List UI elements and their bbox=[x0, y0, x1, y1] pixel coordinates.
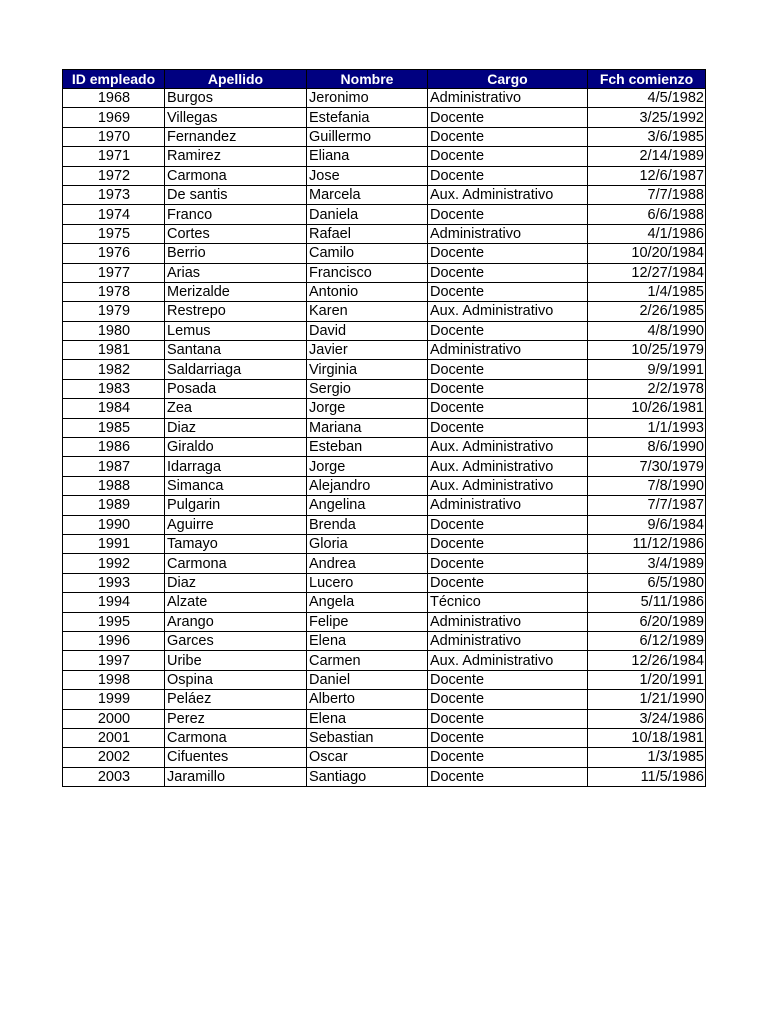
table-row bbox=[63, 709, 706, 728]
cell-cargo: Docente bbox=[428, 321, 588, 340]
cell-nombre: Camilo bbox=[307, 244, 428, 263]
cell-fch-comienzo: 2/26/1985 bbox=[588, 302, 706, 321]
cell-cargo: Docente bbox=[428, 379, 588, 398]
table-row bbox=[63, 108, 706, 127]
cell-cargo: Docente bbox=[428, 399, 588, 418]
table-row bbox=[63, 612, 706, 631]
cell-nombre: Mariana bbox=[307, 418, 428, 437]
cell-fch-comienzo: 11/5/1986 bbox=[588, 767, 706, 786]
cell-nombre: Alberto bbox=[307, 690, 428, 709]
cell-nombre: Jorge bbox=[307, 399, 428, 418]
employee-table bbox=[62, 69, 706, 787]
cell-fch-comienzo: 12/27/1984 bbox=[588, 263, 706, 282]
cell-cargo: Administrativo bbox=[428, 496, 588, 515]
cell-apellido: Franco bbox=[165, 205, 307, 224]
cell-cargo: Docente bbox=[428, 360, 588, 379]
cell-id-empleado: 1985 bbox=[63, 418, 165, 437]
table-row bbox=[63, 205, 706, 224]
cell-nombre: Carmen bbox=[307, 651, 428, 670]
cell-id-empleado: 1995 bbox=[63, 612, 165, 631]
table-row bbox=[63, 418, 706, 437]
cell-cargo: Docente bbox=[428, 554, 588, 573]
cell-id-empleado: 1968 bbox=[63, 89, 165, 108]
cell-cargo: Administrativo bbox=[428, 631, 588, 650]
cell-apellido: Ospina bbox=[165, 670, 307, 689]
header-id-empleado: ID empleado bbox=[63, 70, 165, 89]
cell-cargo: Docente bbox=[428, 515, 588, 534]
cell-apellido: Alzate bbox=[165, 593, 307, 612]
table-row bbox=[63, 457, 706, 476]
header-apellido: Apellido bbox=[165, 70, 307, 89]
cell-nombre: Jose bbox=[307, 166, 428, 185]
cell-nombre: David bbox=[307, 321, 428, 340]
cell-fch-comienzo: 3/6/1985 bbox=[588, 127, 706, 146]
table-row bbox=[63, 341, 706, 360]
cell-cargo: Aux. Administrativo bbox=[428, 438, 588, 457]
cell-nombre: Andrea bbox=[307, 554, 428, 573]
table-row bbox=[63, 127, 706, 146]
cell-id-empleado: 1991 bbox=[63, 534, 165, 553]
cell-apellido: Lemus bbox=[165, 321, 307, 340]
cell-id-empleado: 1974 bbox=[63, 205, 165, 224]
cell-id-empleado: 1979 bbox=[63, 302, 165, 321]
cell-fch-comienzo: 7/7/1987 bbox=[588, 496, 706, 515]
cell-apellido: Carmona bbox=[165, 554, 307, 573]
cell-nombre: Rafael bbox=[307, 224, 428, 243]
cell-nombre: Elena bbox=[307, 631, 428, 650]
cell-apellido: Giraldo bbox=[165, 438, 307, 457]
cell-fch-comienzo: 3/24/1986 bbox=[588, 709, 706, 728]
cell-nombre: Sergio bbox=[307, 379, 428, 398]
cell-fch-comienzo: 10/25/1979 bbox=[588, 341, 706, 360]
table-row bbox=[63, 690, 706, 709]
cell-fch-comienzo: 12/6/1987 bbox=[588, 166, 706, 185]
cell-id-empleado: 1988 bbox=[63, 476, 165, 495]
table-row bbox=[63, 554, 706, 573]
cell-id-empleado: 1969 bbox=[63, 108, 165, 127]
cell-fch-comienzo: 2/2/1978 bbox=[588, 379, 706, 398]
cell-apellido: Jaramillo bbox=[165, 767, 307, 786]
cell-id-empleado: 1980 bbox=[63, 321, 165, 340]
cell-nombre: Elena bbox=[307, 709, 428, 728]
cell-fch-comienzo: 1/20/1991 bbox=[588, 670, 706, 689]
cell-fch-comienzo: 6/6/1988 bbox=[588, 205, 706, 224]
cell-apellido: Fernandez bbox=[165, 127, 307, 146]
table-row bbox=[63, 631, 706, 650]
cell-apellido: Berrio bbox=[165, 244, 307, 263]
cell-nombre: Felipe bbox=[307, 612, 428, 631]
cell-fch-comienzo: 1/4/1985 bbox=[588, 282, 706, 301]
cell-id-empleado: 1992 bbox=[63, 554, 165, 573]
cell-fch-comienzo: 9/9/1991 bbox=[588, 360, 706, 379]
table-row bbox=[63, 767, 706, 786]
cell-id-empleado: 1975 bbox=[63, 224, 165, 243]
cell-fch-comienzo: 10/26/1981 bbox=[588, 399, 706, 418]
table-row bbox=[63, 593, 706, 612]
cell-id-empleado: 1977 bbox=[63, 263, 165, 282]
cell-cargo: Administrativo bbox=[428, 224, 588, 243]
cell-cargo: Docente bbox=[428, 108, 588, 127]
cell-apellido: Tamayo bbox=[165, 534, 307, 553]
cell-apellido: Arango bbox=[165, 612, 307, 631]
cell-nombre: Marcela bbox=[307, 185, 428, 204]
table-row bbox=[63, 224, 706, 243]
cell-nombre: Francisco bbox=[307, 263, 428, 282]
cell-fch-comienzo: 4/1/1986 bbox=[588, 224, 706, 243]
cell-id-empleado: 1970 bbox=[63, 127, 165, 146]
cell-id-empleado: 1978 bbox=[63, 282, 165, 301]
cell-nombre: Angela bbox=[307, 593, 428, 612]
table-row bbox=[63, 244, 706, 263]
cell-fch-comienzo: 9/6/1984 bbox=[588, 515, 706, 534]
cell-cargo: Técnico bbox=[428, 593, 588, 612]
table-row bbox=[63, 534, 706, 553]
cell-cargo: Docente bbox=[428, 534, 588, 553]
cell-id-empleado: 1976 bbox=[63, 244, 165, 263]
cell-cargo: Aux. Administrativo bbox=[428, 651, 588, 670]
cell-id-empleado: 1971 bbox=[63, 147, 165, 166]
cell-cargo: Docente bbox=[428, 709, 588, 728]
cell-fch-comienzo: 5/11/1986 bbox=[588, 593, 706, 612]
table-row bbox=[63, 89, 706, 108]
cell-nombre: Gloria bbox=[307, 534, 428, 553]
cell-apellido: Uribe bbox=[165, 651, 307, 670]
cell-id-empleado: 1997 bbox=[63, 651, 165, 670]
cell-nombre: Guillermo bbox=[307, 127, 428, 146]
table-row bbox=[63, 515, 706, 534]
cell-fch-comienzo: 2/14/1989 bbox=[588, 147, 706, 166]
cell-fch-comienzo: 1/1/1993 bbox=[588, 418, 706, 437]
cell-nombre: Santiago bbox=[307, 767, 428, 786]
cell-apellido: Aguirre bbox=[165, 515, 307, 534]
cell-id-empleado: 1999 bbox=[63, 690, 165, 709]
cell-apellido: Pulgarin bbox=[165, 496, 307, 515]
table-row bbox=[63, 321, 706, 340]
cell-apellido: Diaz bbox=[165, 418, 307, 437]
cell-cargo: Docente bbox=[428, 147, 588, 166]
cell-cargo: Administrativo bbox=[428, 89, 588, 108]
cell-apellido: De santis bbox=[165, 185, 307, 204]
cell-nombre: Javier bbox=[307, 341, 428, 360]
cell-cargo: Docente bbox=[428, 282, 588, 301]
cell-id-empleado: 1973 bbox=[63, 185, 165, 204]
cell-nombre: Eliana bbox=[307, 147, 428, 166]
cell-apellido: Posada bbox=[165, 379, 307, 398]
cell-fch-comienzo: 7/8/1990 bbox=[588, 476, 706, 495]
cell-apellido: Carmona bbox=[165, 728, 307, 747]
table-row bbox=[63, 476, 706, 495]
cell-cargo: Docente bbox=[428, 767, 588, 786]
cell-id-empleado: 1986 bbox=[63, 438, 165, 457]
cell-fch-comienzo: 6/5/1980 bbox=[588, 573, 706, 592]
table-row bbox=[63, 728, 706, 747]
cell-apellido: Carmona bbox=[165, 166, 307, 185]
cell-fch-comienzo: 1/3/1985 bbox=[588, 748, 706, 767]
cell-nombre: Angelina bbox=[307, 496, 428, 515]
cell-cargo: Administrativo bbox=[428, 341, 588, 360]
header-nombre: Nombre bbox=[307, 70, 428, 89]
cell-cargo: Aux. Administrativo bbox=[428, 185, 588, 204]
cell-cargo: Aux. Administrativo bbox=[428, 476, 588, 495]
cell-fch-comienzo: 8/6/1990 bbox=[588, 438, 706, 457]
cell-apellido: Garces bbox=[165, 631, 307, 650]
cell-fch-comienzo: 6/12/1989 bbox=[588, 631, 706, 650]
table-row bbox=[63, 263, 706, 282]
cell-id-empleado: 1994 bbox=[63, 593, 165, 612]
table-body bbox=[63, 89, 706, 787]
table-row bbox=[63, 438, 706, 457]
cell-apellido: Idarraga bbox=[165, 457, 307, 476]
cell-nombre: Oscar bbox=[307, 748, 428, 767]
cell-nombre: Jeronimo bbox=[307, 89, 428, 108]
cell-id-empleado: 1990 bbox=[63, 515, 165, 534]
cell-apellido: Santana bbox=[165, 341, 307, 360]
table-row bbox=[63, 670, 706, 689]
cell-id-empleado: 1981 bbox=[63, 341, 165, 360]
cell-fch-comienzo: 1/21/1990 bbox=[588, 690, 706, 709]
cell-nombre: Daniel bbox=[307, 670, 428, 689]
cell-cargo: Docente bbox=[428, 127, 588, 146]
table-row bbox=[63, 360, 706, 379]
cell-cargo: Docente bbox=[428, 418, 588, 437]
cell-id-empleado: 1983 bbox=[63, 379, 165, 398]
cell-apellido: Perez bbox=[165, 709, 307, 728]
cell-fch-comienzo: 7/7/1988 bbox=[588, 185, 706, 204]
cell-cargo: Aux. Administrativo bbox=[428, 457, 588, 476]
cell-fch-comienzo: 3/4/1989 bbox=[588, 554, 706, 573]
cell-nombre: Lucero bbox=[307, 573, 428, 592]
table-row bbox=[63, 573, 706, 592]
cell-nombre: Jorge bbox=[307, 457, 428, 476]
cell-apellido: Simanca bbox=[165, 476, 307, 495]
table-row bbox=[63, 282, 706, 301]
cell-apellido: Saldarriaga bbox=[165, 360, 307, 379]
cell-id-empleado: 1989 bbox=[63, 496, 165, 515]
cell-nombre: Estefania bbox=[307, 108, 428, 127]
cell-nombre: Esteban bbox=[307, 438, 428, 457]
cell-apellido: Zea bbox=[165, 399, 307, 418]
cell-cargo: Administrativo bbox=[428, 612, 588, 631]
cell-fch-comienzo: 4/5/1982 bbox=[588, 89, 706, 108]
cell-cargo: Docente bbox=[428, 690, 588, 709]
cell-nombre: Virginia bbox=[307, 360, 428, 379]
cell-apellido: Diaz bbox=[165, 573, 307, 592]
table-row bbox=[63, 302, 706, 321]
table-row bbox=[63, 166, 706, 185]
cell-apellido: Ramirez bbox=[165, 147, 307, 166]
header-cargo: Cargo bbox=[428, 70, 588, 89]
cell-fch-comienzo: 10/20/1984 bbox=[588, 244, 706, 263]
cell-id-empleado: 2000 bbox=[63, 709, 165, 728]
cell-apellido: Cifuentes bbox=[165, 748, 307, 767]
cell-nombre: Daniela bbox=[307, 205, 428, 224]
cell-cargo: Docente bbox=[428, 748, 588, 767]
cell-apellido: Restrepo bbox=[165, 302, 307, 321]
cell-id-empleado: 1993 bbox=[63, 573, 165, 592]
cell-cargo: Aux. Administrativo bbox=[428, 302, 588, 321]
cell-apellido: Villegas bbox=[165, 108, 307, 127]
cell-cargo: Docente bbox=[428, 728, 588, 747]
header-fch-comienzo: Fch comienzo bbox=[588, 70, 706, 89]
cell-nombre: Brenda bbox=[307, 515, 428, 534]
cell-id-empleado: 2001 bbox=[63, 728, 165, 747]
table-row bbox=[63, 748, 706, 767]
cell-fch-comienzo: 7/30/1979 bbox=[588, 457, 706, 476]
table-row bbox=[63, 147, 706, 166]
cell-nombre: Alejandro bbox=[307, 476, 428, 495]
cell-nombre: Karen bbox=[307, 302, 428, 321]
cell-nombre: Sebastian bbox=[307, 728, 428, 747]
cell-apellido: Arias bbox=[165, 263, 307, 282]
cell-fch-comienzo: 10/18/1981 bbox=[588, 728, 706, 747]
cell-id-empleado: 2002 bbox=[63, 748, 165, 767]
cell-apellido: Cortes bbox=[165, 224, 307, 243]
cell-cargo: Docente bbox=[428, 573, 588, 592]
table-row bbox=[63, 185, 706, 204]
cell-id-empleado: 1982 bbox=[63, 360, 165, 379]
table-row bbox=[63, 379, 706, 398]
cell-cargo: Docente bbox=[428, 670, 588, 689]
table-row bbox=[63, 496, 706, 515]
cell-fch-comienzo: 11/12/1986 bbox=[588, 534, 706, 553]
cell-id-empleado: 1987 bbox=[63, 457, 165, 476]
cell-id-empleado: 1998 bbox=[63, 670, 165, 689]
cell-fch-comienzo: 6/20/1989 bbox=[588, 612, 706, 631]
cell-fch-comienzo: 3/25/1992 bbox=[588, 108, 706, 127]
cell-cargo: Docente bbox=[428, 205, 588, 224]
cell-cargo: Docente bbox=[428, 244, 588, 263]
cell-fch-comienzo: 4/8/1990 bbox=[588, 321, 706, 340]
cell-apellido: Peláez bbox=[165, 690, 307, 709]
table-row bbox=[63, 651, 706, 670]
cell-id-empleado: 2003 bbox=[63, 767, 165, 786]
cell-id-empleado: 1972 bbox=[63, 166, 165, 185]
cell-id-empleado: 1996 bbox=[63, 631, 165, 650]
cell-cargo: Docente bbox=[428, 166, 588, 185]
table-row bbox=[63, 399, 706, 418]
cell-apellido: Merizalde bbox=[165, 282, 307, 301]
cell-nombre: Antonio bbox=[307, 282, 428, 301]
cell-cargo: Docente bbox=[428, 263, 588, 282]
cell-apellido: Burgos bbox=[165, 89, 307, 108]
table-header-row bbox=[63, 70, 706, 89]
cell-fch-comienzo: 12/26/1984 bbox=[588, 651, 706, 670]
cell-id-empleado: 1984 bbox=[63, 399, 165, 418]
